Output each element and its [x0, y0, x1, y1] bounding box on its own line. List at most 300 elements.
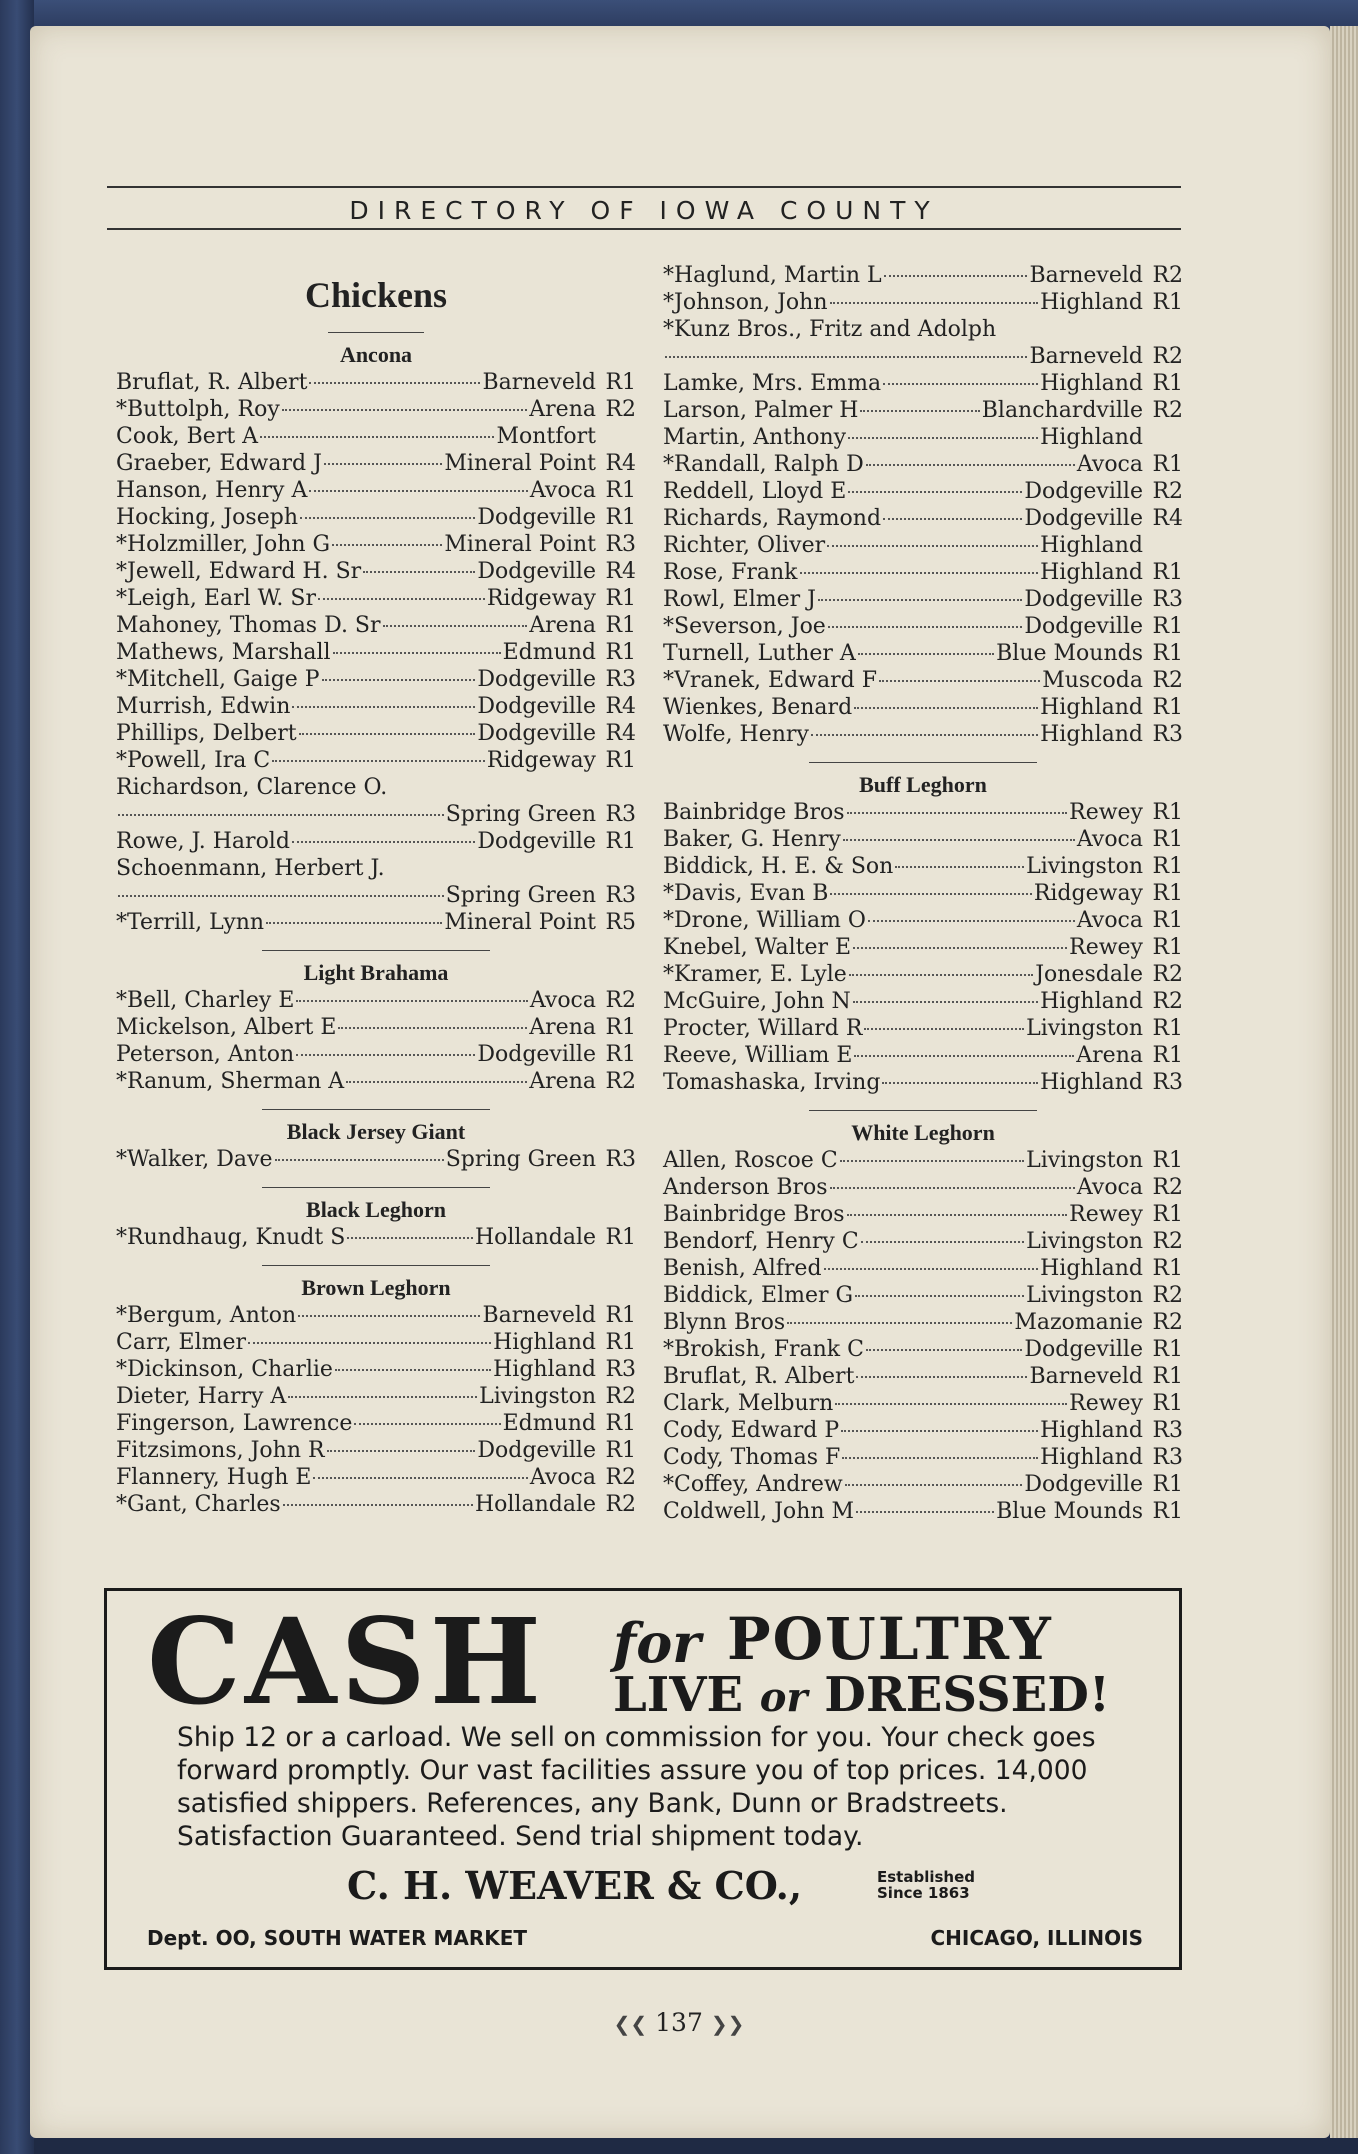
entry-name: Mathews, Marshall — [116, 640, 331, 665]
entry-name: *Jewell, Edward H. Sr — [116, 559, 362, 584]
ad-established-label: Established — [877, 1868, 976, 1886]
directory-entry — [116, 1464, 636, 1491]
entry-name-line: *Kunz Bros., Fritz and Adolph — [663, 317, 997, 342]
entry-name: Reeve, William E — [663, 1043, 853, 1068]
entry-place: Dodgeville — [1024, 506, 1143, 531]
section-rule — [262, 950, 490, 951]
leader-dots — [824, 1268, 1039, 1270]
ad-since-year: Since 1863 — [877, 1884, 970, 1902]
ad-dept-address: Dept. OO, SOUTH WATER MARKET — [147, 1926, 528, 1950]
entry-place: Hollandale — [474, 1492, 596, 1517]
directory-entry — [663, 694, 1183, 721]
entry-route: R2 — [1152, 989, 1183, 1014]
leader-dots — [283, 1504, 473, 1506]
entry-place: Blue Mounds — [996, 1499, 1143, 1524]
directory-entry — [116, 504, 636, 531]
leader-dots — [895, 866, 1024, 868]
directory-entry — [663, 1390, 1183, 1417]
ad-dressed-word: DRESSED! — [824, 1667, 1110, 1723]
entry-name: *Walker, Dave — [116, 1147, 273, 1172]
entry-place: Dodgeville — [1024, 1337, 1143, 1362]
entry-name: *Dickinson, Charlie — [116, 1357, 333, 1382]
entry-name: Bainbridge Bros — [663, 800, 845, 825]
entry-place: Barneveld — [1029, 263, 1143, 288]
entry-place: Barneveld — [1029, 1364, 1143, 1389]
entry-route: R2 — [605, 1492, 636, 1517]
entry-route: R3 — [1152, 1070, 1183, 1095]
entry-route: R1 — [605, 1330, 636, 1355]
ad-city: CHICAGO, ILLINOIS — [930, 1926, 1143, 1950]
entry-route: R3 — [605, 883, 636, 908]
ad-poultry-word: POULTRY — [727, 1605, 1053, 1673]
directory-entry — [116, 1437, 636, 1464]
entry-route: R3 — [1152, 587, 1183, 612]
entry-name: Rose, Frank — [663, 560, 798, 585]
entry-name: *Rundhaug, Knudt S — [116, 1225, 346, 1250]
directory-entry — [663, 1417, 1183, 1444]
entry-place: Livingston — [1026, 854, 1143, 879]
leader-dots — [288, 1396, 477, 1398]
entry-name: Bruflat, R. Albert — [663, 1364, 855, 1389]
leader-dots — [299, 733, 476, 735]
entry-name: Anderson Bros — [663, 1175, 828, 1200]
directory-entry — [663, 1174, 1183, 1201]
entry-route: R1 — [605, 1015, 636, 1040]
leader-dots — [845, 1484, 1023, 1486]
entry-place: Arena — [529, 613, 596, 638]
leader-dots — [347, 1237, 473, 1239]
section-heading: White Leghorn — [851, 1120, 995, 1145]
entry-place: Highland — [493, 1330, 596, 1355]
entry-place: Barneveld — [482, 1303, 596, 1328]
entry-route: R1 — [1152, 935, 1183, 960]
leader-dots — [841, 1430, 1038, 1432]
entry-name: Graeber, Edward J — [116, 451, 322, 476]
entry-route: R2 — [605, 988, 636, 1013]
directory-entry — [116, 585, 636, 612]
entry-route: R1 — [1152, 560, 1183, 585]
entry-place: Highland — [1040, 290, 1143, 315]
entry-place: Highland — [1040, 425, 1143, 450]
entry-name: *Haglund, Martin L — [663, 263, 882, 288]
entry-route: R1 — [1152, 908, 1183, 933]
header-rule-bottom — [107, 228, 1181, 230]
entry-place: Barneveld — [482, 370, 596, 395]
leader-dots — [327, 1450, 476, 1452]
entry-route: R4 — [605, 694, 636, 719]
entry-place: Highland — [1040, 722, 1143, 747]
entry-place: Livingston — [1026, 1283, 1143, 1308]
directory-entry — [663, 907, 1183, 934]
entry-place: Dodgeville — [477, 1438, 596, 1463]
leader-dots — [363, 571, 475, 573]
entry-place: Ridgeway — [486, 586, 596, 611]
entry-name: *Mitchell, Gaige P — [116, 667, 320, 692]
advertisement-box — [104, 1588, 1182, 1970]
leader-dots — [856, 1511, 994, 1513]
heading-rule — [328, 332, 424, 333]
leader-dots — [309, 382, 480, 384]
entry-place: Arena — [529, 1015, 596, 1040]
entry-route: R2 — [605, 1384, 636, 1409]
ad-established — [877, 1869, 975, 1901]
leader-dots — [260, 436, 494, 438]
directory-entry — [663, 532, 1183, 559]
section-rule — [809, 762, 1037, 763]
directory-entry — [116, 720, 636, 747]
leader-dots — [835, 1403, 1067, 1405]
entry-name: Tomashaska, Irving — [663, 1070, 881, 1095]
entry-name: Procter, Willard R — [663, 1016, 863, 1041]
directory-entry — [663, 1471, 1183, 1498]
entry-place: Dodgeville — [477, 505, 596, 530]
directory-entry — [663, 1336, 1183, 1363]
entry-route: R3 — [605, 1147, 636, 1172]
entry-name: *Davis, Evan B — [663, 881, 829, 906]
entry-route: R3 — [605, 667, 636, 692]
entry-route: R5 — [605, 910, 636, 935]
entry-place: Livingston — [1026, 1229, 1143, 1254]
entry-name: Larson, Palmer H — [663, 398, 859, 423]
leader-dots — [828, 626, 1023, 628]
entry-place: Dodgeville — [477, 694, 596, 719]
entry-route: R1 — [1152, 641, 1183, 666]
leader-dots — [830, 1187, 1075, 1189]
entry-name: Carr, Elmer — [116, 1330, 247, 1355]
section-rule — [262, 1187, 490, 1188]
directory-entry — [663, 721, 1183, 748]
entry-name: Peterson, Anton — [116, 1042, 295, 1067]
entry-name: Cook, Bert A — [116, 424, 259, 449]
book-binding — [0, 0, 34, 2154]
leader-dots — [849, 974, 1033, 976]
directory-entry — [663, 988, 1183, 1015]
directory-entry — [116, 369, 636, 396]
entry-name: *Johnson, John — [663, 290, 828, 315]
leader-dots — [292, 706, 475, 708]
right-column — [663, 262, 1183, 1525]
leader-dots — [282, 409, 528, 411]
directory-entry — [116, 828, 636, 855]
entry-place: Dodgeville — [477, 829, 596, 854]
directory-entry — [116, 450, 636, 477]
directory-entry — [116, 747, 636, 774]
entry-route: R1 — [1152, 452, 1183, 477]
entry-name: Lamke, Mrs. Emma — [663, 371, 882, 396]
entry-route: R1 — [605, 586, 636, 611]
directory-entry — [663, 1309, 1183, 1336]
directory-entry — [663, 1201, 1183, 1228]
entry-place: Jonesdale — [1035, 962, 1143, 987]
directory-entry — [116, 1491, 636, 1518]
entry-route: R2 — [1152, 398, 1183, 423]
entry-name: Wienkes, Benard — [663, 695, 853, 720]
entry-route: R1 — [1152, 695, 1183, 720]
directory-entry — [663, 613, 1183, 640]
entry-place: Highland — [1040, 1070, 1143, 1095]
entry-route: R2 — [605, 1465, 636, 1490]
ad-live-word: LIVE — [613, 1667, 744, 1723]
directory-entry — [663, 799, 1183, 826]
entry-route: R1 — [605, 613, 636, 638]
directory-entry — [663, 1042, 1183, 1069]
section-rule — [262, 1109, 490, 1110]
entry-route: R2 — [1152, 1175, 1183, 1200]
directory-entry — [116, 801, 636, 828]
entry-name-line: Richardson, Clarence O. — [116, 775, 388, 800]
leader-dots — [332, 544, 442, 546]
entry-route: R1 — [605, 1411, 636, 1436]
leader-dots — [879, 680, 1040, 682]
leader-dots — [818, 599, 1022, 601]
directory-entry — [663, 370, 1183, 397]
leader-dots — [830, 893, 1031, 895]
leader-dots — [843, 839, 1075, 841]
directory-entry — [663, 826, 1183, 853]
entry-route: R1 — [1152, 1337, 1183, 1362]
directory-entry — [116, 558, 636, 585]
directory-entry — [663, 451, 1183, 478]
entry-route: R4 — [605, 721, 636, 746]
entry-route: R1 — [1152, 1391, 1183, 1416]
entry-route: R4 — [1152, 506, 1183, 531]
entry-route: R1 — [605, 1303, 636, 1328]
entry-place: Avoca — [529, 478, 596, 503]
entry-route: R3 — [605, 1357, 636, 1382]
entry-name: Rowe, J. Harold — [116, 829, 290, 854]
entry-route: R1 — [605, 748, 636, 773]
header-rule-top — [107, 186, 1181, 188]
leader-dots — [883, 518, 1022, 520]
entry-place: Highland — [493, 1357, 596, 1382]
directory-entry — [116, 1041, 636, 1068]
directory-entry — [663, 1147, 1183, 1174]
leader-dots — [296, 1000, 527, 1002]
entry-place: Rewey — [1069, 800, 1143, 825]
directory-entry — [116, 987, 636, 1014]
directory-entry — [663, 397, 1183, 424]
entry-name: Biddick, H. E. & Son — [663, 854, 894, 879]
entry-place: Ridgeway — [1033, 881, 1143, 906]
leader-dots — [840, 1160, 1024, 1162]
entry-name: Flannery, Hugh E — [116, 1465, 312, 1490]
entry-name: *Ranum, Sherman A — [116, 1069, 345, 1094]
entry-place: Arena — [1076, 1043, 1143, 1068]
leader-dots — [298, 1315, 480, 1317]
leader-dots — [853, 1001, 1038, 1003]
entry-name: Reddell, Lloyd E — [663, 479, 847, 504]
leader-dots — [318, 598, 485, 600]
entry-place: Hollandale — [474, 1225, 596, 1250]
entry-route: R1 — [1152, 1472, 1183, 1497]
entry-route: R1 — [1152, 854, 1183, 879]
entry-name: *Brokish, Frank C — [663, 1337, 864, 1362]
directory-entry — [116, 1410, 636, 1437]
entry-name: Clark, Melburn — [663, 1391, 834, 1416]
leader-dots — [354, 1423, 500, 1425]
directory-entry — [663, 667, 1183, 694]
entry-place: Montfort — [496, 424, 596, 449]
section-heading: Buff Leghorn — [859, 772, 987, 797]
entry-route: R1 — [605, 370, 636, 395]
ad-live-or-dressed — [613, 1667, 1110, 1723]
ad-cash-headline: CASH — [147, 1592, 546, 1731]
entry-route: R1 — [605, 1438, 636, 1463]
leader-dots — [800, 572, 1039, 574]
entry-place: Highland — [1040, 560, 1143, 585]
page-fore-edge — [1330, 26, 1358, 2138]
directory-entry — [116, 423, 636, 450]
entry-route: R3 — [1152, 1418, 1183, 1443]
entry-place: Rewey — [1069, 1391, 1143, 1416]
entry-route: R1 — [1152, 1148, 1183, 1173]
directory-entry — [663, 505, 1183, 532]
entry-name: Hanson, Henry A — [116, 478, 308, 503]
directory-entry — [663, 961, 1183, 988]
directory-entry — [663, 289, 1183, 316]
entry-place: Livingston — [479, 1384, 596, 1409]
leader-dots — [883, 383, 1038, 385]
leader-dots — [292, 841, 475, 843]
entry-place: Highland — [1040, 1418, 1143, 1443]
ad-for-word: for — [613, 1611, 701, 1675]
entry-place: Spring Green — [445, 802, 596, 827]
leader-dots — [847, 812, 1068, 814]
entry-place: Blanchardville — [981, 398, 1143, 423]
entry-route: R1 — [1152, 290, 1183, 315]
entry-name: *Kramer, E. Lyle — [663, 962, 847, 987]
directory-entry — [116, 909, 636, 936]
leader-dots — [866, 1349, 1022, 1351]
entry-name: Bainbridge Bros — [663, 1202, 845, 1227]
leader-dots — [868, 920, 1075, 922]
entry-name: *Leigh, Earl W. Sr — [116, 586, 316, 611]
entry-name: *Powell, Ira C — [116, 748, 271, 773]
section-heading: Brown Leghorn — [301, 1275, 451, 1300]
entry-name: Bruflat, R. Albert — [116, 370, 308, 395]
entry-name: Fingerson, Lawrence — [116, 1411, 353, 1436]
entry-route: R2 — [1152, 263, 1183, 288]
entry-route: R3 — [605, 802, 636, 827]
directory-entry — [663, 478, 1183, 505]
entry-name: Turnell, Luther A — [663, 641, 856, 666]
entry-route: R1 — [605, 1042, 636, 1067]
entry-place: Highland — [1040, 371, 1143, 396]
entry-route: R2 — [1152, 344, 1183, 369]
entry-place: Arena — [529, 397, 596, 422]
directory-entry — [663, 1015, 1183, 1042]
section-heading: Ancona — [339, 342, 413, 367]
directory-entry — [663, 586, 1183, 613]
entry-name: *Holzmiller, John G — [116, 532, 331, 557]
entry-route: R1 — [1152, 1364, 1183, 1389]
entry-name: *Severson, Joe — [663, 614, 826, 639]
leader-dots — [118, 814, 444, 816]
leader-dots — [665, 356, 1027, 358]
directory-entry — [663, 1069, 1183, 1096]
entry-place: Highland — [1040, 1256, 1143, 1281]
entry-route: R1 — [1152, 614, 1183, 639]
leader-dots — [811, 734, 1038, 736]
entry-name: Benish, Alfred — [663, 1256, 822, 1281]
page-number — [0, 2008, 1358, 2037]
entry-route: R3 — [1152, 1445, 1183, 1470]
entry-route: R1 — [605, 829, 636, 854]
directory-entry — [116, 1329, 636, 1356]
entry-name: Allen, Roscoe C — [663, 1148, 838, 1173]
entry-name: *Gant, Charles — [116, 1492, 281, 1517]
ad-or-word: or — [759, 1674, 808, 1721]
entry-route: R1 — [1152, 371, 1183, 396]
leader-dots — [272, 760, 485, 762]
entry-name: Richter, Oliver — [663, 533, 826, 558]
entry-place: Mazomanie — [1014, 1310, 1143, 1335]
directory-entry — [663, 934, 1183, 961]
leader-dots — [118, 895, 444, 897]
leader-dots — [860, 410, 979, 412]
directory-entry — [663, 424, 1183, 451]
entry-route: R1 — [605, 640, 636, 665]
leader-dots — [275, 1159, 444, 1161]
entry-place: Dodgeville — [1024, 614, 1143, 639]
directory-entry — [663, 853, 1183, 880]
leader-dots — [324, 463, 442, 465]
entry-route: R2 — [1152, 1310, 1183, 1335]
entry-place: Edmund — [502, 1411, 596, 1436]
entry-place: Avoca — [1076, 908, 1143, 933]
entry-place: Dodgeville — [477, 667, 596, 692]
leader-dots — [847, 1214, 1068, 1216]
entry-place: Highland — [1040, 533, 1143, 558]
entry-route: R1 — [605, 1225, 636, 1250]
entry-name: Knebel, Walter E — [663, 935, 852, 960]
leader-dots — [858, 653, 994, 655]
section-rule — [262, 1265, 490, 1266]
directory-entry — [116, 693, 636, 720]
leader-dots — [855, 1295, 1024, 1297]
section-heading: Light Brahama — [303, 960, 449, 985]
entry-route: R3 — [1152, 722, 1183, 747]
directory-entry — [663, 1363, 1183, 1390]
leader-dots — [827, 545, 1038, 547]
entry-name: Phillips, Delbert — [116, 721, 297, 746]
entry-route: R4 — [605, 559, 636, 584]
leader-dots — [830, 302, 1039, 304]
entry-name: Richards, Raymond — [663, 506, 882, 531]
entry-name: Wolfe, Henry — [663, 722, 809, 747]
entry-route: R3 — [605, 532, 636, 557]
entry-route: R2 — [1152, 479, 1183, 504]
leader-dots — [853, 947, 1067, 949]
entry-place: Dodgeville — [477, 721, 596, 746]
entry-route: R2 — [605, 1069, 636, 1094]
leader-dots — [322, 679, 476, 681]
leader-dots — [300, 517, 475, 519]
entry-route: R2 — [605, 397, 636, 422]
entry-route: R2 — [1152, 1229, 1183, 1254]
entry-name: Dieter, Harry A — [116, 1384, 287, 1409]
entry-name: Murrish, Edwin — [116, 694, 291, 719]
leader-dots — [854, 707, 1038, 709]
leader-dots — [296, 1054, 475, 1056]
entry-route: R1 — [605, 505, 636, 530]
left-column — [116, 262, 636, 1518]
entry-route: R1 — [1152, 827, 1183, 852]
directory-entry — [663, 1228, 1183, 1255]
entry-name-line: Schoenmann, Herbert J. — [116, 856, 385, 881]
entry-route: R2 — [1152, 1283, 1183, 1308]
directory-entry — [116, 1356, 636, 1383]
